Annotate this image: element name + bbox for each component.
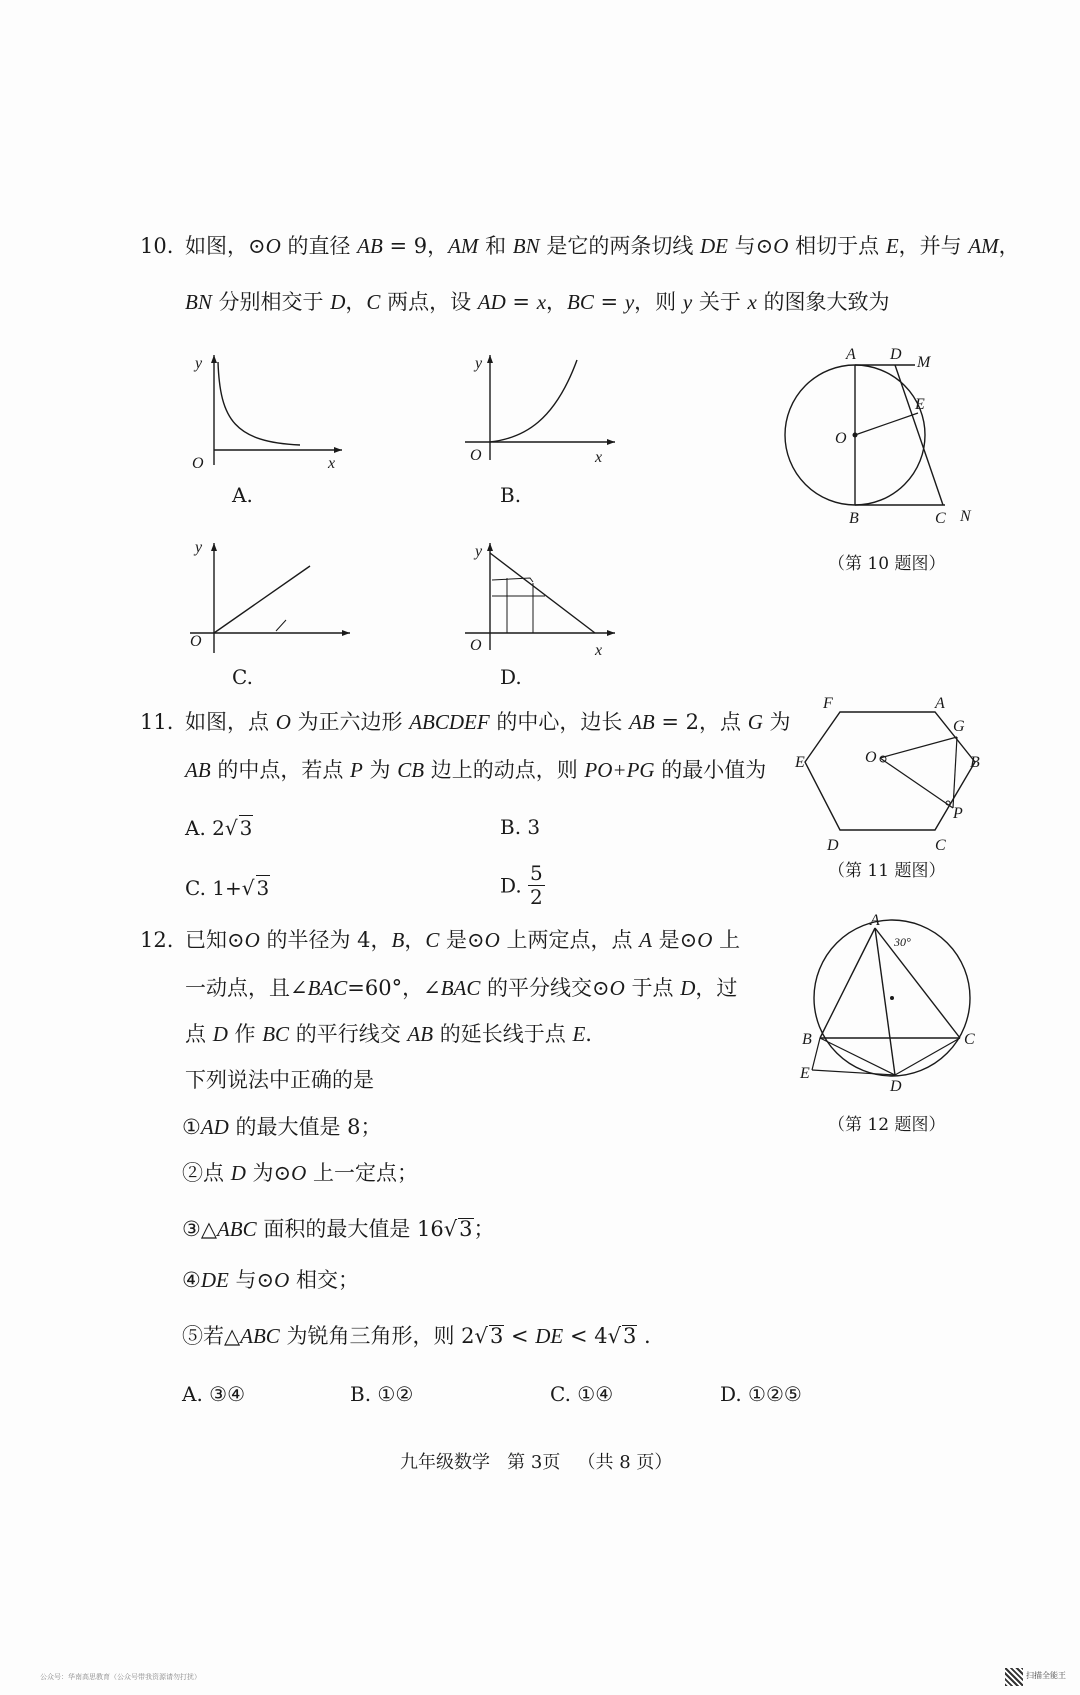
q11-option-c: C. 1+√ 3 [185,876,270,900]
q12-option-d: D. ①②⑤ [720,1382,802,1406]
q12-option-b: B. ①② [350,1382,414,1406]
svg-text:O: O [865,749,877,766]
svg-text:D: D [890,346,902,363]
svg-text:C: C [935,837,946,854]
svg-text:A: A [846,346,856,363]
q12-stem-line3: 点 D 作 BC 的平行线交 AB 的延长线于点 E. [185,1022,592,1046]
svg-text:B: B [802,1031,812,1048]
watermark-left: 公众号：华南高思教育（公众号带我资源请勿打扰） [40,1673,201,1681]
q11-number: 11. [140,710,174,734]
q12-stem-line4: 下列说法中正确的是 [185,1068,374,1092]
q12-stem-line2: 一动点，且∠BAC=60°，∠BAC 的平分线交⊙O 于点 D，过 [185,976,738,1000]
svg-text:M: M [917,354,931,371]
q12-option-a: A. ③④ [182,1382,246,1406]
q11-stem-line2: AB 的中点，若点 P 为 CB 边上的动点，则 PO+PG 的最小值为 [185,758,767,782]
svg-text:A: A [935,695,945,712]
q10-option-b: B. [500,483,522,507]
y-label: y [475,543,483,560]
svg-text:N: N [960,508,971,525]
segment-op [880,758,953,808]
parabola-curve [490,360,577,442]
q10-graph-b [455,350,635,475]
q10-figure [775,345,1000,527]
svg-text:E: E [795,754,805,771]
q11-option-b: B. 3 [500,815,541,839]
svg-text:A: A [870,912,880,929]
y-label: y [475,355,483,372]
svg-text:C: C [935,510,946,527]
q11-stem-line1: 如图，点 O 为正六边形 ABCDEF 的中心，边长 AB = 2，点 G 为 [185,710,791,734]
y-label: y [195,355,203,372]
q10-graph-d [455,538,635,663]
hyperbola-curve [218,362,300,445]
radius-oe [855,413,918,435]
linear-line [214,566,310,633]
q10-stem-line1: 如图，⊙O 的直径 AB = 9，AM 和 BN 是它的两条切线 DE 与⊙O 相切于点 E，并与 AM， [185,234,1020,258]
svg-text:D: D [827,837,839,854]
watermark-right: 扫描全能王 [1026,1671,1066,1680]
q12-statement-1: ①AD 的最大值是 8； [182,1115,382,1139]
svg-text:E: E [800,1065,810,1082]
center-dot [890,996,894,1000]
q10-stem-line2: BN 分别相交于 D，C 两点，设 AD = x，BC = y，则 y 关于 x 的图象大致为 [185,290,890,314]
svg-text:C: C [964,1031,975,1048]
decreasing-line [490,553,595,633]
svg-text:B: B [849,510,859,527]
scribble-marks [492,578,545,633]
q12-caption: （第 12 题图） [828,1115,946,1135]
q12-statement-3: ③△ABC 面积的最大值是 16√3； [182,1217,495,1241]
q12-statement-5: ⑤若△ABC 为锐角三角形，则 2√3 < DE < 4√3 . [182,1324,651,1348]
angle-annotation: 30° [894,935,911,949]
q10-option-a: A. [232,483,253,507]
q11-caption: （第 11 题图） [828,861,946,881]
q10-graph-c [180,538,360,658]
hexagon [805,712,975,830]
svg-text:P: P [953,805,963,822]
q10-number: 10. [140,234,174,258]
extension-ae [812,1038,820,1070]
svg-text:F: F [823,695,833,712]
qr-code-icon [1005,1668,1023,1686]
q10-caption: （第 10 题图） [828,554,946,574]
segment-bd [820,1038,895,1075]
q12-statement-2: ②点 D 为⊙O 上一定点； [182,1161,418,1185]
q11-figure [795,690,995,854]
segment-ed [812,1070,895,1075]
page-footer: 九年级数学 第 3页 （共 8 页） [400,1452,673,1473]
segment-ab [820,928,875,1038]
tangent-de [895,365,943,505]
x-label: x [595,642,603,659]
q12-statement-4: ④DE 与⊙O 相交； [182,1268,359,1292]
q11-option-a: A. 2√ 3 [185,816,253,840]
svg-text:B: B [970,754,980,771]
svg-text:G: G [953,718,965,735]
stray-mark [276,620,286,631]
q10-option-c: C. [232,665,253,689]
x-label: x [328,455,336,472]
q12-number: 12. [140,928,174,952]
origin-label: O [192,455,204,472]
origin-label: O [470,637,482,654]
svg-text:O: O [835,430,847,447]
origin-label: O [190,633,202,650]
center-dot [853,433,858,438]
segment-dc [895,1038,960,1075]
q11-option-d: D. $\frac{5}{2}$ [500,861,543,909]
q10-option-d: D. [500,665,522,689]
svg-text:E: E [915,396,925,413]
x-label: x [595,449,603,466]
q12-option-c: C. ①④ [550,1382,614,1406]
q10-graph-a [180,350,360,475]
y-label: y [195,539,203,556]
origin-label: O [470,447,482,464]
svg-text:D: D [890,1078,902,1095]
segment-og [880,737,957,758]
q12-stem-line1: 已知⊙O 的半径为 4，B，C 是⊙O 上两定点，点 A 是⊙O 上 [185,928,741,952]
q12-figure [800,912,980,1095]
